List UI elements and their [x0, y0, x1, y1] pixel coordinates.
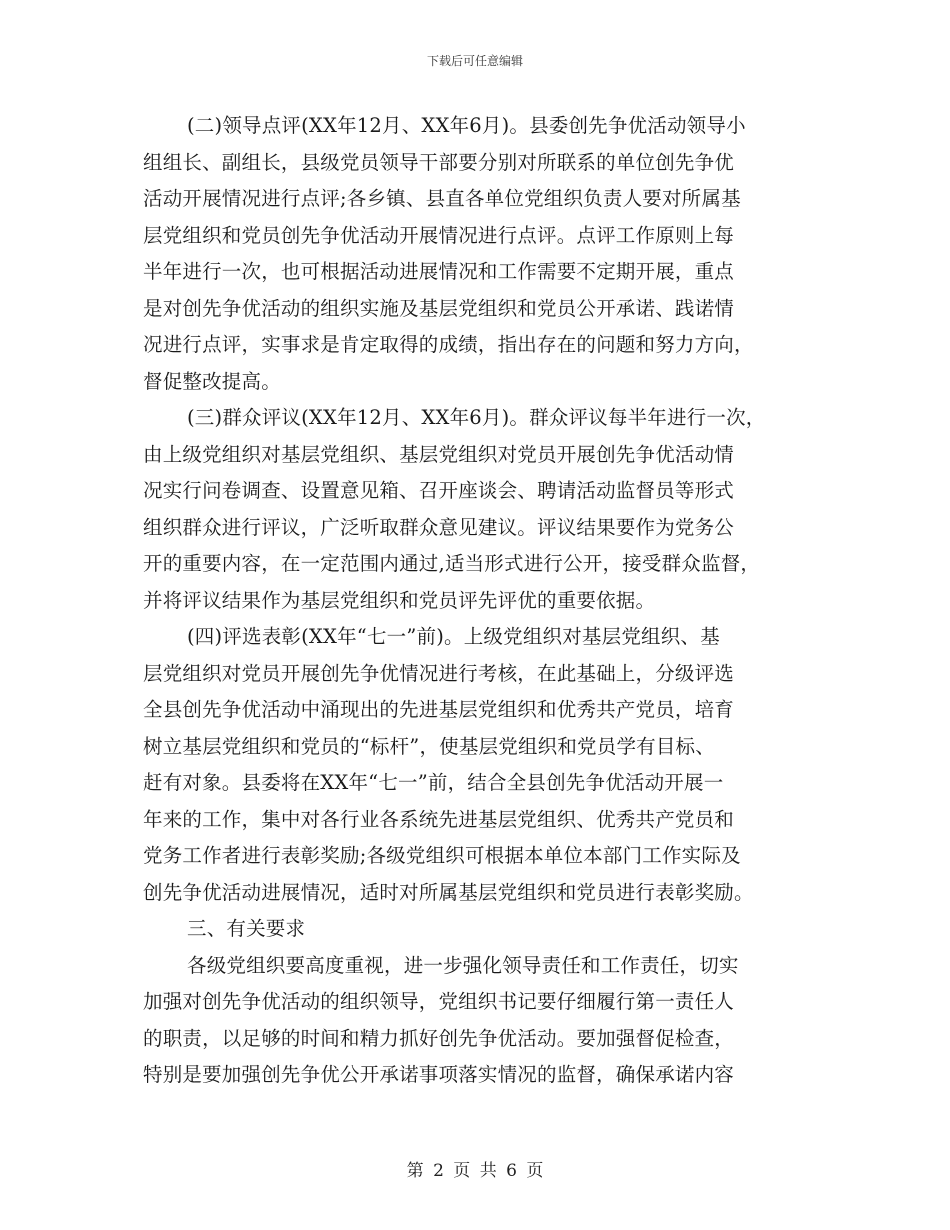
text-line: 开的重要内容，在一定范围内通过,适当形式进行公开，接受群众监督，: [143, 552, 761, 575]
text-line: (三)群众评议(XX年12月、XX年6月)。群众评议每半年进行一次，: [187, 406, 766, 429]
page-header: 下载后可任意编辑: [426, 54, 523, 68]
text-line: 组织群众进行评议，广泛听取群众意见建议。评议结果要作为党务公: [143, 515, 735, 539]
text-line: 况实行问卷调查、设置意见箱、召开座谈会、聘请活动监督员等形式: [143, 479, 735, 502]
text-line: 督促整改提高。: [143, 369, 281, 393]
text-line: 况进行点评，实事求是肯定取得的成绩，指出存在的问题和努力方向，: [143, 333, 754, 356]
text-line: 赶有对象。县委将在XX年“七一”前，结合全县创先争优活动开展一: [143, 771, 724, 794]
text-line: 的职责，以足够的时间和精力抓好创先争优活动。要加强督促检查，: [143, 1026, 735, 1050]
text-line: 层党组织对党员开展创先争优情况进行考核，在此基础上，分级评选: [143, 661, 735, 685]
text-line: 由上级党组织对基层党组织、基层党组织对党员开展创先争优活动情: [143, 442, 735, 466]
text-line: 年来的工作，集中对各行业各系统先进基层党组织、优秀共产党员和: [143, 807, 735, 831]
document-body: [143, 108, 833, 1094]
text-line: 并将评议结果作为基层党组织和党员评先评优的重要依据。: [143, 588, 656, 612]
text-line: 各级党组织要高度重视，进一步强化领导责任和工作责任，切实: [187, 953, 739, 977]
text-line: 是对创先争优活动的组织实施及基层党组织和党员公开承诺、践诺情: [143, 296, 735, 320]
text-line: 三、有关要求: [187, 917, 306, 940]
text-line: 半年进行一次，也可根据活动进展情况和工作需要不定期开展，重点: [143, 260, 735, 283]
text-line: 树立基层党组织和党员的“标杆”，使基层党组织和党员学有目标、: [143, 734, 715, 758]
text-line: 活动开展情况进行点评;各乡镇、县直各单位党组织负责人要对所属基: [143, 187, 741, 210]
text-line: 党务工作者进行表彰奖励;各级党组织可根据本单位本部门工作实际及: [143, 844, 741, 867]
text-line: 加强对创先争优活动的组织领导，党组织书记要仔细履行第一责任人: [143, 990, 735, 1013]
text-line: 创先争优活动进展情况，适时对所属基层党组织和党员进行表彰奖励。: [143, 880, 754, 904]
text-line: 组组长、副组长，县级党员领导干部要分别对所联系的单位创先争优: [143, 150, 735, 174]
text-line: 层党组织和党员创先争优活动开展情况进行点评。点评工作原则上每: [143, 223, 735, 247]
text-line: 特别是要加强创先争优公开承诺事项落实情况的监督，确保承诺内容: [143, 1063, 735, 1086]
text-line: (四)评选表彰(XX年“七一”前)。上级党组织对基层党组织、基: [187, 625, 720, 648]
text-line: (二)领导点评(XX年12月、XX年6月)。县委创先争优活动领导小: [187, 114, 746, 137]
text-line: 全县创先争优活动中涌现出的先进基层党组织和优秀共产党员，培育: [143, 698, 735, 721]
page-number: 第 2 页 共 6 页: [406, 1161, 544, 1181]
